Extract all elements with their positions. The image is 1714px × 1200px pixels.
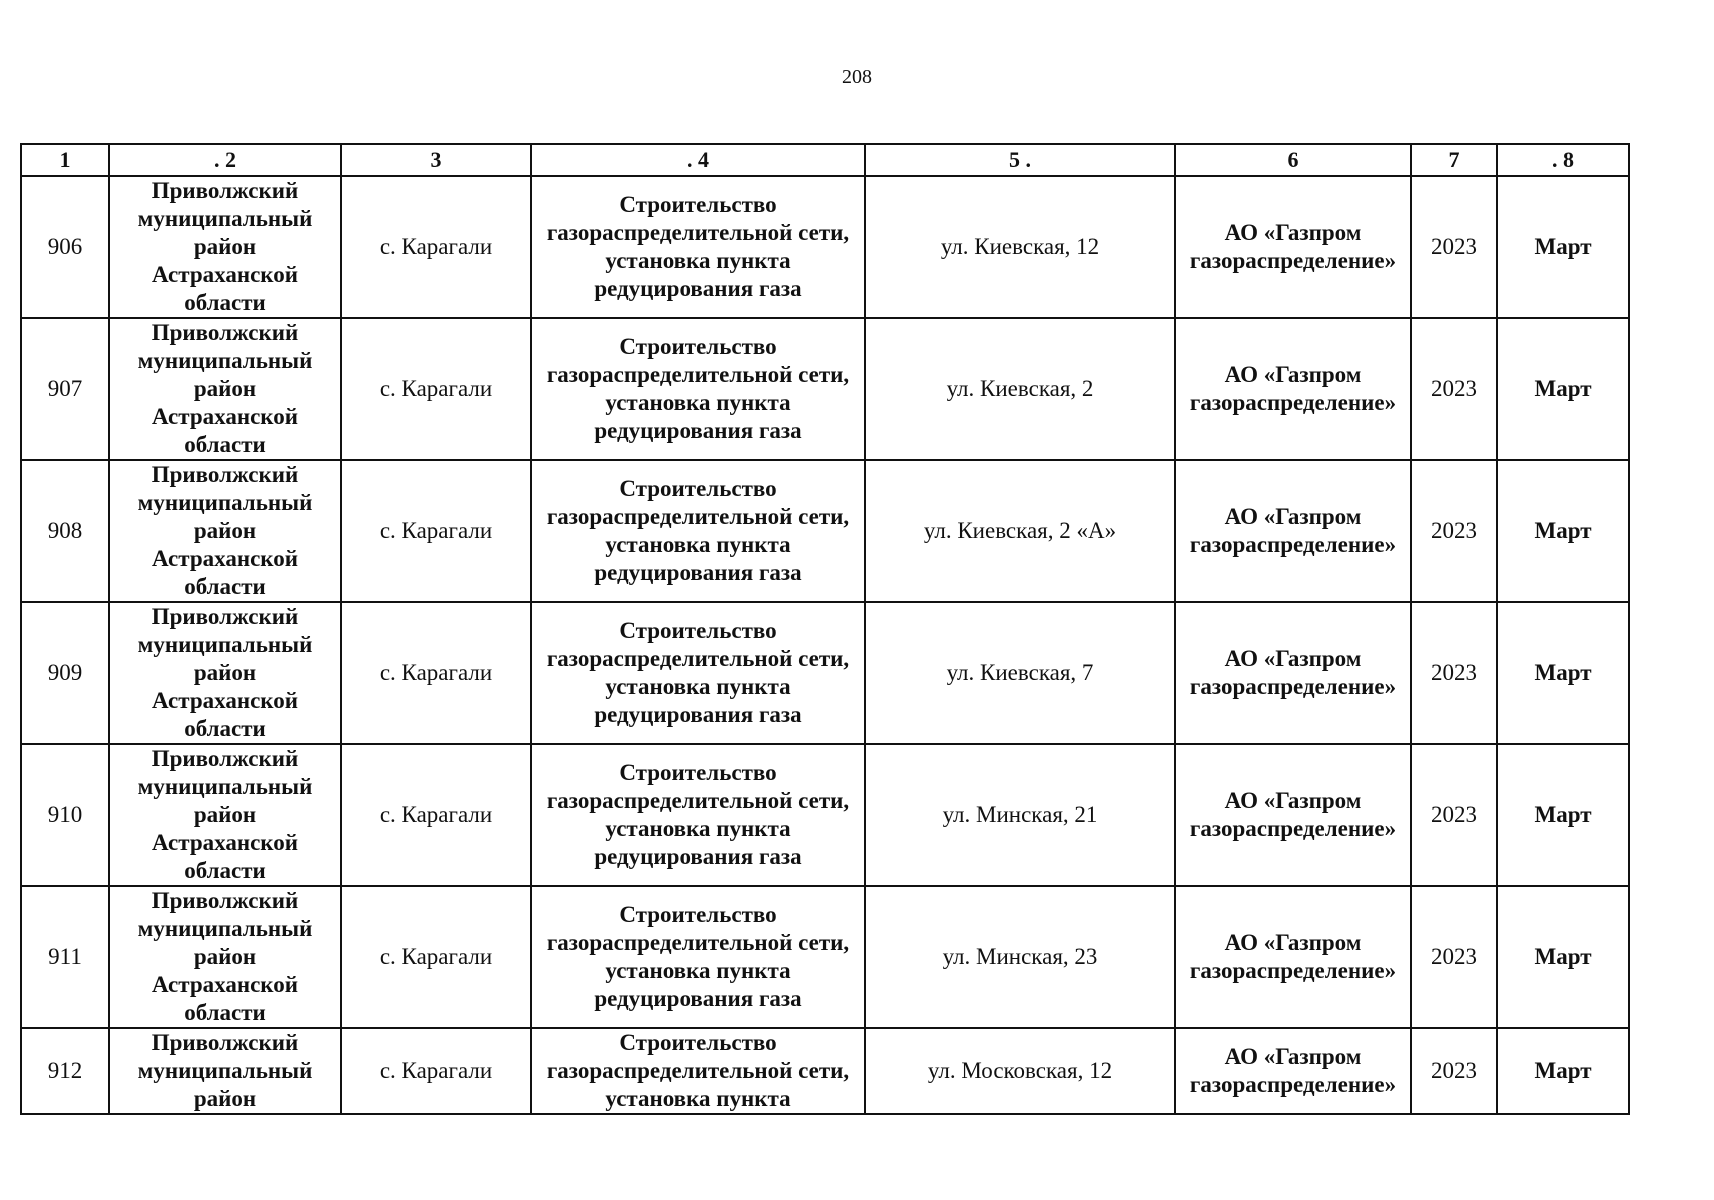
header-cell-col-1: 1 bbox=[21, 144, 109, 176]
table-row bbox=[21, 460, 1629, 602]
row-number-cell: 908 bbox=[21, 460, 109, 602]
settlement-cell: с. Карагали bbox=[341, 886, 531, 1028]
table-row bbox=[21, 602, 1629, 744]
work-description-cell: Строительство газораспределительной сети, установка пункта редуцирования газа bbox=[531, 318, 865, 460]
settlement-cell: с. Карагали bbox=[341, 1028, 531, 1114]
organization-cell: АО «Газпром газораспределение» bbox=[1175, 744, 1411, 886]
table-row bbox=[21, 176, 1629, 318]
page-number: 208 bbox=[842, 66, 872, 88]
header-cell-col-8: . 8 bbox=[1497, 144, 1629, 176]
table-row bbox=[21, 886, 1629, 1028]
work-description-cell: Строительство газораспределительной сети, установка пункта bbox=[531, 1028, 865, 1114]
address-cell: ул. Московская, 12 bbox=[865, 1028, 1175, 1114]
header-cell-col-3: 3 bbox=[341, 144, 531, 176]
organization-cell: АО «Газпром газораспределение» bbox=[1175, 318, 1411, 460]
settlement-cell: с. Карагали bbox=[341, 176, 531, 318]
row-number-cell: 907 bbox=[21, 318, 109, 460]
organization-cell: АО «Газпром газораспределение» bbox=[1175, 602, 1411, 744]
header-cell-col-5: 5 . bbox=[865, 144, 1175, 176]
row-number-cell: 906 bbox=[21, 176, 109, 318]
month-cell: Март bbox=[1497, 886, 1629, 1028]
month-cell: Март bbox=[1497, 602, 1629, 744]
work-description-cell: Строительство газораспределительной сети, установка пункта редуцирования газа bbox=[531, 460, 865, 602]
address-cell: ул. Киевская, 7 bbox=[865, 602, 1175, 744]
organization-cell: АО «Газпром газораспределение» bbox=[1175, 176, 1411, 318]
table-row bbox=[21, 318, 1629, 460]
month-cell: Март bbox=[1497, 460, 1629, 602]
district-cell: Приволжский муниципальный район Астраханской области bbox=[109, 318, 341, 460]
work-description-cell: Строительство газораспределительной сети, установка пункта редуцирования газа bbox=[531, 602, 865, 744]
header-row bbox=[21, 144, 1629, 176]
header-cell-col-7: 7 bbox=[1411, 144, 1497, 176]
row-number-cell: 912 bbox=[21, 1028, 109, 1114]
work-description-cell: Строительство газораспределительной сети, установка пункта редуцирования газа bbox=[531, 744, 865, 886]
header-cell-col-6: 6 bbox=[1175, 144, 1411, 176]
address-cell: ул. Минская, 23 bbox=[865, 886, 1175, 1028]
header-cell-col-4: . 4 bbox=[531, 144, 865, 176]
year-cell: 2023 bbox=[1411, 460, 1497, 602]
month-cell: Март bbox=[1497, 318, 1629, 460]
settlement-cell: с. Карагали bbox=[341, 460, 531, 602]
work-description-cell: Строительство газораспределительной сети, установка пункта редуцирования газа bbox=[531, 886, 865, 1028]
row-number-cell: 909 bbox=[21, 602, 109, 744]
month-cell: Март bbox=[1497, 744, 1629, 886]
address-cell: ул. Киевская, 2 bbox=[865, 318, 1175, 460]
year-cell: 2023 bbox=[1411, 602, 1497, 744]
gas-network-schedule-table bbox=[20, 143, 1630, 1115]
year-cell: 2023 bbox=[1411, 1028, 1497, 1114]
organization-cell: АО «Газпром газораспределение» bbox=[1175, 886, 1411, 1028]
row-number-cell: 911 bbox=[21, 886, 109, 1028]
table-row bbox=[21, 744, 1629, 886]
year-cell: 2023 bbox=[1411, 176, 1497, 318]
district-cell: Приволжский муниципальный район Астраханской области bbox=[109, 460, 341, 602]
district-cell: Приволжский муниципальный район Астраханской области bbox=[109, 744, 341, 886]
organization-cell: АО «Газпром газораспределение» bbox=[1175, 1028, 1411, 1114]
year-cell: 2023 bbox=[1411, 886, 1497, 1028]
address-cell: ул. Киевская, 2 «А» bbox=[865, 460, 1175, 602]
month-cell: Март bbox=[1497, 176, 1629, 318]
table-row bbox=[21, 1028, 1629, 1114]
district-cell: Приволжский муниципальный район Астраханской области bbox=[109, 602, 341, 744]
work-description-cell: Строительство газораспределительной сети, установка пункта редуцирования газа bbox=[531, 176, 865, 318]
district-cell: Приволжский муниципальный район Астраханской области bbox=[109, 176, 341, 318]
settlement-cell: с. Карагали bbox=[341, 318, 531, 460]
organization-cell: АО «Газпром газораспределение» bbox=[1175, 460, 1411, 602]
settlement-cell: с. Карагали bbox=[341, 744, 531, 886]
year-cell: 2023 bbox=[1411, 744, 1497, 886]
district-cell: Приволжский муниципальный район Астраханской области bbox=[109, 886, 341, 1028]
address-cell: ул. Минская, 21 bbox=[865, 744, 1175, 886]
row-number-cell: 910 bbox=[21, 744, 109, 886]
header-cell-col-2: . 2 bbox=[109, 144, 341, 176]
district-cell: Приволжский муниципальный район bbox=[109, 1028, 341, 1114]
settlement-cell: с. Карагали bbox=[341, 602, 531, 744]
month-cell: Март bbox=[1497, 1028, 1629, 1114]
address-cell: ул. Киевская, 12 bbox=[865, 176, 1175, 318]
year-cell: 2023 bbox=[1411, 318, 1497, 460]
